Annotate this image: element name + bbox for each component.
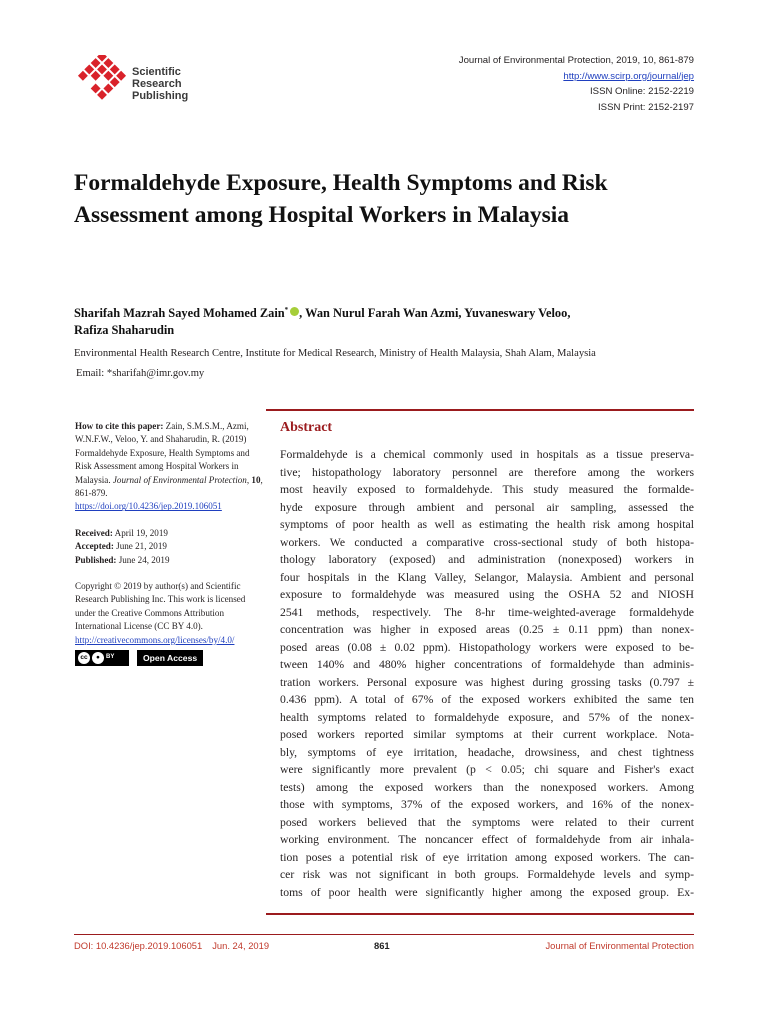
abstract-line: four hospitals in the Klang Valley, Selangor, Malaysia. Ambient and personal — [280, 570, 694, 584]
copyright-block — [75, 580, 263, 666]
abstract-line: symptoms of poor health as well as estimating the health risk among hospital — [280, 518, 694, 531]
abstract-bottom-rule — [266, 913, 694, 915]
abstract-line: posed workers believed that the symptoms were related to their current — [280, 815, 694, 829]
citation-label: How to cite this paper: — [75, 421, 164, 431]
orcid-icon[interactable] — [290, 307, 299, 316]
abstract-line: hyde exposure through ambient and personal air sampling, assessed the — [280, 500, 694, 514]
license-link[interactable]: http://creativecommons.org/licenses/by/4.0/ — [75, 634, 235, 645]
abstract-line: most heavily exposed to formaldehyde. This study measured the formalde- — [280, 483, 694, 496]
abstract-line: were significantly more prevalent (p < 0.05; chi square and Fisher's exact — [280, 763, 694, 776]
citation-doi-link[interactable]: https://doi.org/10.4236/jep.2019.106051 — [75, 501, 222, 512]
corresponding-author-mark: * — [284, 306, 289, 314]
footer-rule — [74, 934, 694, 935]
abstract-line: bly, symptoms of eye irritation, headache, drowsiness, and chest tightness — [280, 745, 694, 759]
abstract-line: working environment. The noncancer effect of formaldehyde from air inhala- — [280, 833, 694, 846]
abstract-line: tion poses a potential risk of eye irritation among exposed workers. The can- — [280, 850, 694, 864]
abstract-line: health symptoms related to formaldehyde exposure, and 57% of the nonex- — [280, 710, 694, 724]
journal-citation: Journal of Environmental Protection, 2019, 10, 861-879 — [458, 55, 694, 66]
abstract-line: posed workers reported similar symptoms at their current workplace. Nota- — [280, 728, 694, 741]
abstract-heading: Abstract — [280, 420, 333, 435]
publisher-name-line: Research — [132, 78, 182, 90]
author-list — [74, 302, 694, 339]
published-date: June 24, 2019 — [116, 554, 170, 565]
page-number: 861 — [374, 940, 390, 951]
abstract-line: exposure to formaldehyde was measured using the OSHA 52 and NIOSH — [280, 588, 694, 601]
abstract-line: tween 140% and 480% higher concentrations of formaldehyde than adminis- — [280, 658, 694, 671]
abstract-line: tive; histopathology laboratory personnel are therefore among the workers — [280, 465, 694, 479]
issn-online: ISSN Online: 2152-2219 — [590, 86, 694, 97]
citation-block — [75, 420, 263, 514]
issn-print: ISSN Print: 2152-2197 — [598, 101, 694, 113]
cc-by-badge[interactable] — [75, 650, 129, 666]
abstract-line: thology laboratory (exposed) and administration (nonexposed) workers in — [280, 553, 694, 566]
footer-doi[interactable]: DOI: 10.4236/jep.2019.106051 — [74, 940, 203, 951]
publisher-name-line: Publishing — [132, 90, 189, 102]
citation-volume-separator: , — [246, 474, 252, 485]
received-date: April 19, 2019 — [112, 527, 168, 538]
abstract-line: 0.436 ppm). A total of 67% of the exposed workers exhibited the same ten — [280, 693, 694, 706]
citation-volume: 10 — [251, 474, 261, 485]
citation-text: Zain, S.M.S.M., Azmi, W.N.F.W., Veloo, Y. and Shaharudin, R. (2019) Formaldehyde Exposure, Health Symptoms and Risk Assessment among Hospital Workers in Malaysia. — [75, 421, 250, 485]
author-name: Rafiza Shaharudin — [74, 323, 175, 338]
publisher-logo — [76, 55, 206, 105]
abstract-line: 2541 methods, respectively. The 8-hr time-weighted-average formaldehyde — [280, 605, 694, 619]
dates-block — [75, 527, 263, 567]
accepted-label: Accepted: — [75, 541, 114, 552]
accepted-date: June 21, 2019 — [113, 541, 167, 552]
abstract-line: cer risk was not significant in both groups. Formaldehyde levels and symp- — [280, 868, 694, 881]
scientific-research-publishing-logo-icon — [76, 55, 132, 105]
license-badges — [75, 650, 263, 666]
footer-date: Jun. 24, 2019 — [212, 940, 270, 951]
author-affiliation: Environmental Health Research Centre, Institute for Medical Research, Ministry of Health Malaysia, Shah Alam, Malaysia — [74, 348, 596, 359]
author-names: , Wan Nurul Farah Wan Azmi, Yuvaneswary Veloo, — [299, 306, 571, 321]
journal-url-link[interactable]: http://www.scirp.org/journal/jep — [563, 70, 694, 82]
abstract-line: tests) among the exposed workers than the nonexposed workers. Among — [280, 780, 694, 794]
abstract-body — [280, 446, 694, 901]
article-title: Formaldehyde Exposure, Health Symptoms and Risk Assessment among Hospital Workers in Malaysia — [74, 170, 608, 228]
author-name: Sharifah Mazrah Sayed Mohamed Zain — [74, 306, 285, 321]
abstract-line: those with symptoms, 37% of the exposed workers, and 16% of the nonex- — [280, 798, 694, 811]
abstract-line: Formaldehyde is a chemical commonly used in hospitals as a tissue preserva- — [280, 448, 694, 461]
published-label: Published: — [75, 554, 117, 565]
journal-info — [459, 53, 694, 115]
cc-icon: cc — [78, 652, 90, 664]
abstract-line: posed areas (0.08 ± 0.02 ppm). Histopathology workers were exposed to be- — [280, 640, 694, 654]
citation-journal: Journal of Environmental Protection — [112, 474, 247, 485]
received-label: Received: — [75, 527, 113, 538]
abstract-line: tration workers. Personal exposure was highest during grossing tasks (0.797 ± — [280, 675, 694, 689]
author-email: Email: *sharifah@imr.gov.my — [76, 368, 205, 379]
publisher-name — [132, 66, 188, 102]
by-label: BY — [106, 654, 115, 661]
footer-doi-date — [74, 939, 269, 952]
footer-journal-name: Journal of Environmental Protection — [545, 940, 694, 951]
copyright-text: Copyright © 2019 by author(s) and Scientific Research Publishing Inc. This work is licensed under the Creative Commons Attribution International License (CC BY 4.0). — [75, 581, 246, 632]
citation-pages: , 861-879. — [75, 474, 263, 499]
article-sidebar — [75, 420, 263, 666]
open-access-badge[interactable]: Open Access — [137, 650, 203, 666]
abstract-top-rule — [266, 409, 694, 411]
abstract-line: toms of poor health were significantly higher among the exposed group. Ex- — [280, 885, 694, 899]
abstract-line: concentration was higher in exposed areas (0.25 ± 0.11 ppm) than nonex- — [280, 623, 694, 636]
publisher-name-line: Scientific — [132, 66, 181, 78]
abstract-line: workers. We conducted a comparative cross-sectional study of both histopa- — [280, 535, 694, 549]
attribution-icon: ● — [92, 652, 104, 664]
